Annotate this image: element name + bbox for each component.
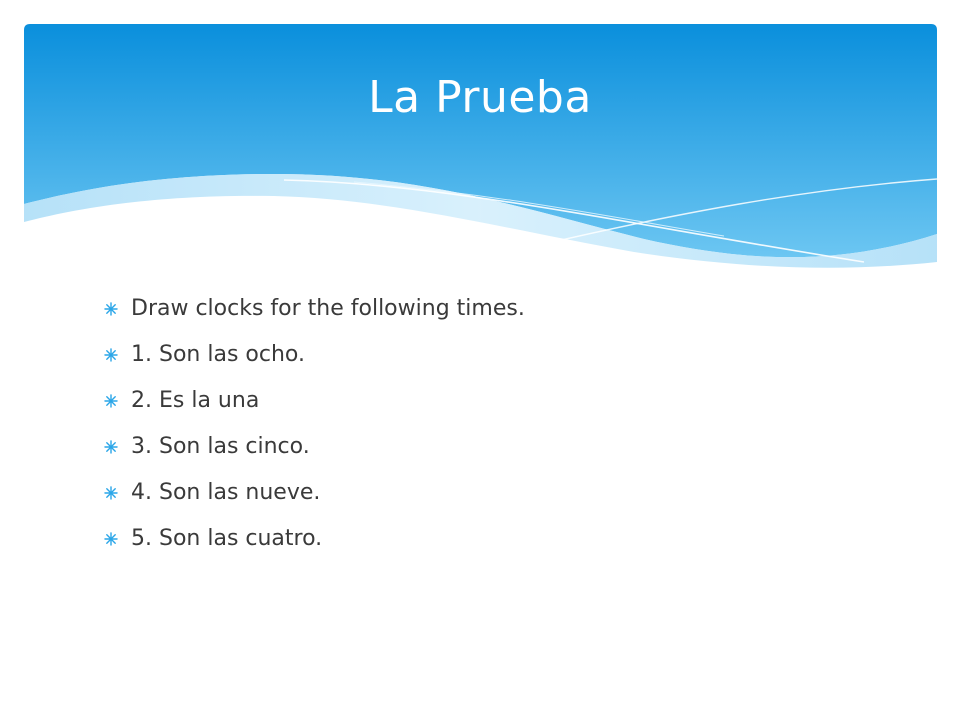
list-item xyxy=(104,378,904,424)
asterisk-icon xyxy=(104,348,118,362)
header-wave-graphic xyxy=(24,24,937,274)
asterisk-icon xyxy=(104,440,118,454)
header-band xyxy=(24,24,937,274)
bullet-text: Draw clocks for the following times. xyxy=(131,296,525,321)
bullet-text: 3. Son las cinco. xyxy=(131,434,310,459)
asterisk-icon xyxy=(104,486,118,500)
list-item xyxy=(104,470,904,516)
asterisk-icon xyxy=(104,302,118,316)
bullet-text: 2. Es la una xyxy=(131,388,260,413)
slide-title: La Prueba xyxy=(368,72,592,123)
asterisk-icon xyxy=(104,394,118,408)
list-item xyxy=(104,424,904,470)
asterisk-icon xyxy=(104,532,118,546)
bullet-text: 1. Son las ocho. xyxy=(131,342,305,367)
bullet-text: 5. Son las cuatro. xyxy=(131,526,323,551)
list-item xyxy=(104,516,904,562)
bullet-list xyxy=(104,286,904,562)
list-item xyxy=(104,286,904,332)
bullet-text: 4. Son las nueve. xyxy=(131,480,321,505)
list-item xyxy=(104,332,904,378)
